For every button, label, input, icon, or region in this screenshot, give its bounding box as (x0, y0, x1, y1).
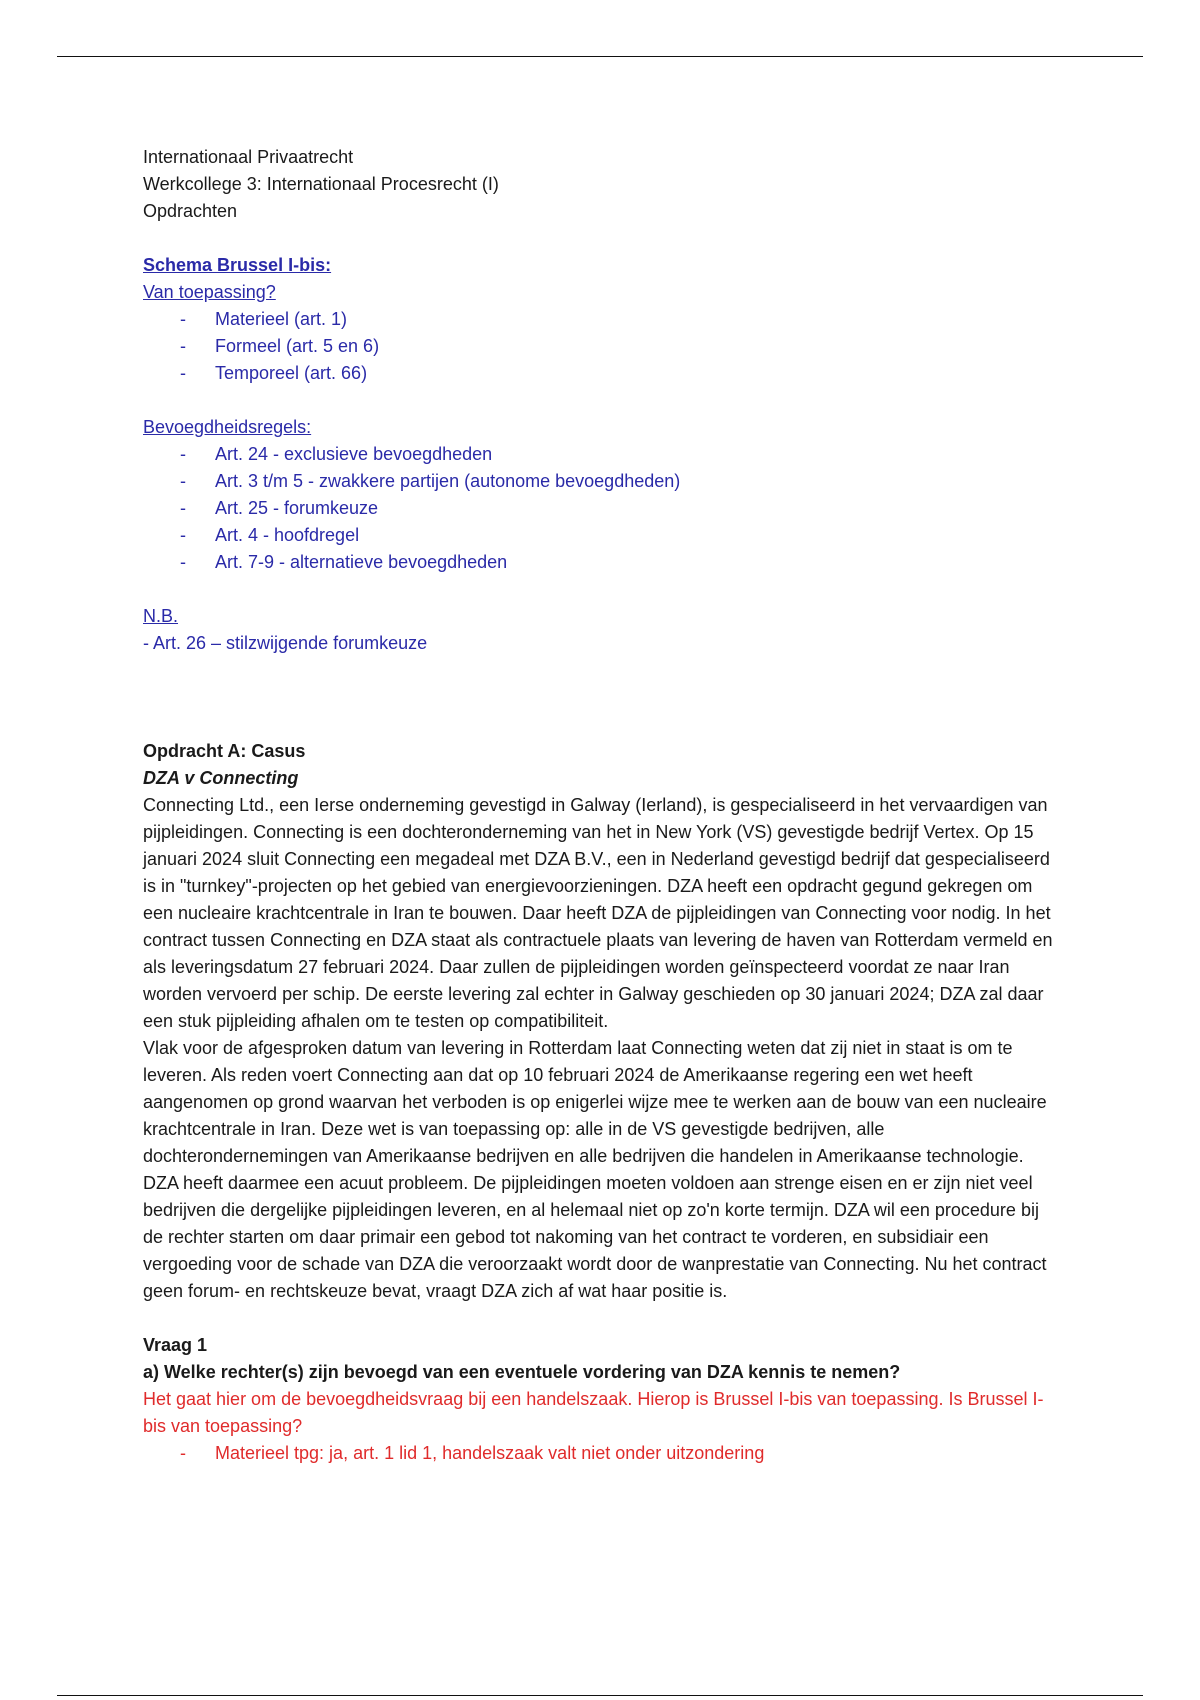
session-title: Werkcollege 3: Internationaal Procesrecht (I) (143, 174, 499, 194)
answer-list (143, 1440, 1063, 1467)
case-title: DZA v Connecting (143, 768, 299, 788)
list-item: - Temporeel (art. 66) (143, 360, 1063, 387)
case-paragraph: Vlak voor de afgesproken datum van levering in Rotterdam laat Connecting weten dat zij niet in staat is om te leveren. Als reden voert Connecting aan dat op 10 februari 2024 de Amerikaanse regering een wet heeft aangenomen op grond waarvan het verboden is op enigerlei wijze mee te werken aan de bouw van een nucleaire krachtcentrale in Iran. Deze wet is van toepassing op: alle in de VS gevestigde bedrijven, alle dochterondernemingen van Amerikaanse bedrijven en alle bedrijven die handelen in Amerikaanse technologie. (143, 1038, 1047, 1166)
top-rule (57, 56, 1143, 57)
dash-bullet: - (180, 309, 186, 329)
dash-bullet: - (180, 363, 186, 383)
case-paragraph: Connecting Ltd., een Ierse onderneming gevestigd in Galway (Ierland), is gespecialiseerd in het vervaardigen van pijpleidingen. Connecting is een dochteronderneming van het in New York (VS) gevestigde bedrijf Vertex. Op 15 januari 2024 sluit Connecting een megadeal met DZA B.V., een in Nederland gevestigd bedrijf dat gespecialiseerd is in "turnkey"-projecten op het gebied van energievoorzieningen. DZA heeft een opdracht gegund gekregen om een nucleaire krachtcentrale in Iran te bouwen. Daar heeft DZA de pijpleidingen van Connecting voor nodig. In het contract tussen Connecting en DZA staat als contractuele plaats van levering de haven van Rotterdam vermeld en als leveringsdatum 27 februari 2024. Daar zullen de pijpleidingen worden geïnspecteerd voordat ze naar Iran worden vervoerd per schip. De eerste levering zal echter in Galway geschieden op 30 januari 2024; DZA zal daar een stuk pijpleiding afhalen om te testen op compatibiliteit. (143, 795, 1053, 1031)
question-heading: Vraag 1 (143, 1335, 208, 1355)
answer-intro: Het gaat hier om de bevoegdheidsvraag bij een handelszaak. Hierop is Brussel I-bis van toepassing. Is Brussel I-bis van toepassing? (143, 1389, 1044, 1436)
question-a: a) Welke rechter(s) zijn bevoegd van een eventuele vordering van DZA kennis te nemen? (143, 1362, 901, 1382)
dash-bullet: - (180, 471, 186, 491)
list-item: - Materieel (art. 1) (143, 306, 1063, 333)
applicability-heading: Van toepassing? (143, 282, 276, 302)
course-title: Internationaal Privaatrecht (143, 147, 354, 167)
nb-text: - Art. 26 – stilzwijgende forumkeuze (143, 633, 428, 653)
list-item: - Art. 4 - hoofdregel (143, 522, 1063, 549)
dash-bullet: - (180, 1443, 186, 1463)
list-item: - Art. 25 - forumkeuze (143, 495, 1063, 522)
schema-title: Schema Brussel I-bis: (143, 255, 332, 275)
rules-heading: Bevoegdheidsregels: (143, 417, 312, 437)
case-paragraph: DZA heeft daarmee een acuut probleem. De pijpleidingen moeten voldoen aan strenge eisen en er zijn niet veel bedrijven die dergelijke pijpleidingen leveren, en al helemaal niet op zo'n korte termijn. DZA wil een procedure bij de rechter starten om daar primair een gebod tot nakoming van het contract te vorderen, en subsidiair een vergoeding voor de schade van DZA die veroorzaakt wordt door de wanprestatie van Connecting. Nu het contract geen forum- en rechtskeuze bevat, vraagt DZA zich af wat haar positie is. (143, 1173, 1047, 1301)
list-item: - Art. 7-9 - alternatieve bevoegdheden (143, 549, 1063, 576)
document-body (143, 144, 1063, 1467)
list-item: - Art. 24 - exclusieve bevoegdheden (143, 441, 1063, 468)
list-item: - Art. 3 t/m 5 - zwakkere partijen (autonome bevoegdheden) (143, 468, 1063, 495)
list-item: - Formeel (art. 5 en 6) (143, 333, 1063, 360)
bottom-rule (57, 1695, 1143, 1696)
dash-bullet: - (180, 552, 186, 572)
dash-bullet: - (180, 444, 186, 464)
rules-list (143, 441, 1063, 576)
applicability-list (143, 306, 1063, 387)
list-item: - Materieel tpg: ja, art. 1 lid 1, handelszaak valt niet onder uitzondering (143, 1440, 1063, 1467)
nb-heading: N.B. (143, 606, 179, 626)
dash-bullet: - (180, 525, 186, 545)
assignment-heading: Opdracht A: Casus (143, 741, 306, 761)
document-type: Opdrachten (143, 201, 238, 221)
dash-bullet: - (180, 498, 186, 518)
dash-bullet: - (180, 336, 186, 356)
